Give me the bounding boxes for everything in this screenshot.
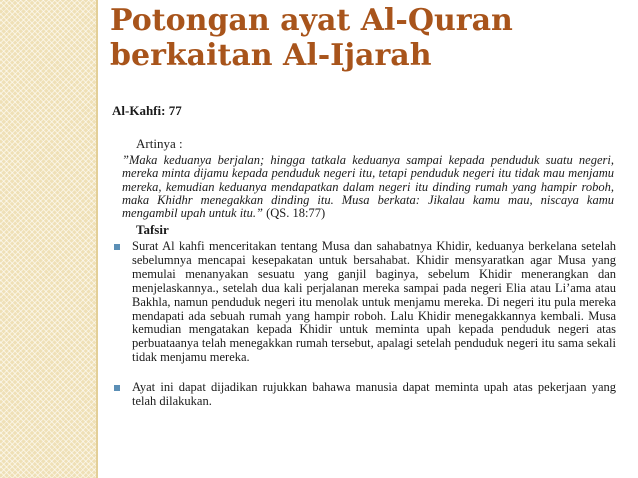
- translation-label: Artinya :: [136, 136, 183, 151]
- list-item: [112, 240, 616, 365]
- square-bullet-icon: [114, 244, 120, 250]
- verse-reference: Al-Kahfi: 77: [112, 103, 182, 118]
- slide-title: [110, 3, 630, 73]
- translation-body: ”Maka keduanya berjalan; hingga tatkala keduanya sampai kepada penduduk suatu negeri, mereka minta dijamu kepada penduduk negeri itu, tetapi penduduk negeri itu tidak mau menjamu mereka, kemudian keduanya mendapatkan dalam negeri itu dinding rumah yang hampir roboh, maka Khidhr menegakkan dinding itu. Musa berkata: Jikalau kamu mau, niscaya kamu mengambil upah untuk itu.”: [122, 153, 614, 221]
- tafsir-label: Tafsir: [136, 222, 169, 237]
- tafsir-bullet-list: [112, 240, 616, 409]
- square-bullet-icon: [114, 385, 120, 391]
- decorative-side-band: [0, 0, 98, 478]
- translation-text: [122, 154, 614, 220]
- list-item: [112, 381, 616, 409]
- slide-title-line-2: berkaitan Al-Ijarah: [110, 38, 432, 73]
- translation-source: (QS. 18:77): [266, 206, 326, 221]
- slide-title-line-1: Potongan ayat Al-Quran: [110, 3, 513, 38]
- bullet-text: Surat Al kahfi menceritakan tentang Musa dan sahabatnya Khidir, keduanya berkelana setelah sebelumnya mencapai kesepakatan untuk bersahabat. Khidir mensyaratkan agar Musa yang memulai menanyakan sesuatu yang ganjil baginya, sebelum Khidir menerangkan dan menjelaskannya., setelah dua kali perjalanan mereka sampai pada negeri Elia atau Li’ama atau Bakhla, namun penduduk negeri itu menolak untuk menjamu mereka. Di negeri itu pula mereka mendapati ada sebuah rumah yang hampir roboh. Lalu Khidir menegakkannya kembali. Musa kemudian mengatakan kepada Khidir untuk meminta upah kepada penduduk negeri atas perbuataanya telah menegakkan rumah tersebut, apalagi setelah penduduk negeri itu sama sekali tidak menjamu mereka.: [132, 239, 616, 365]
- bullet-text: Ayat ini dapat dijadikan rujukkan bahawa manusia dapat meminta upah atas pekerjaan yang telah dilakukan.: [132, 380, 616, 409]
